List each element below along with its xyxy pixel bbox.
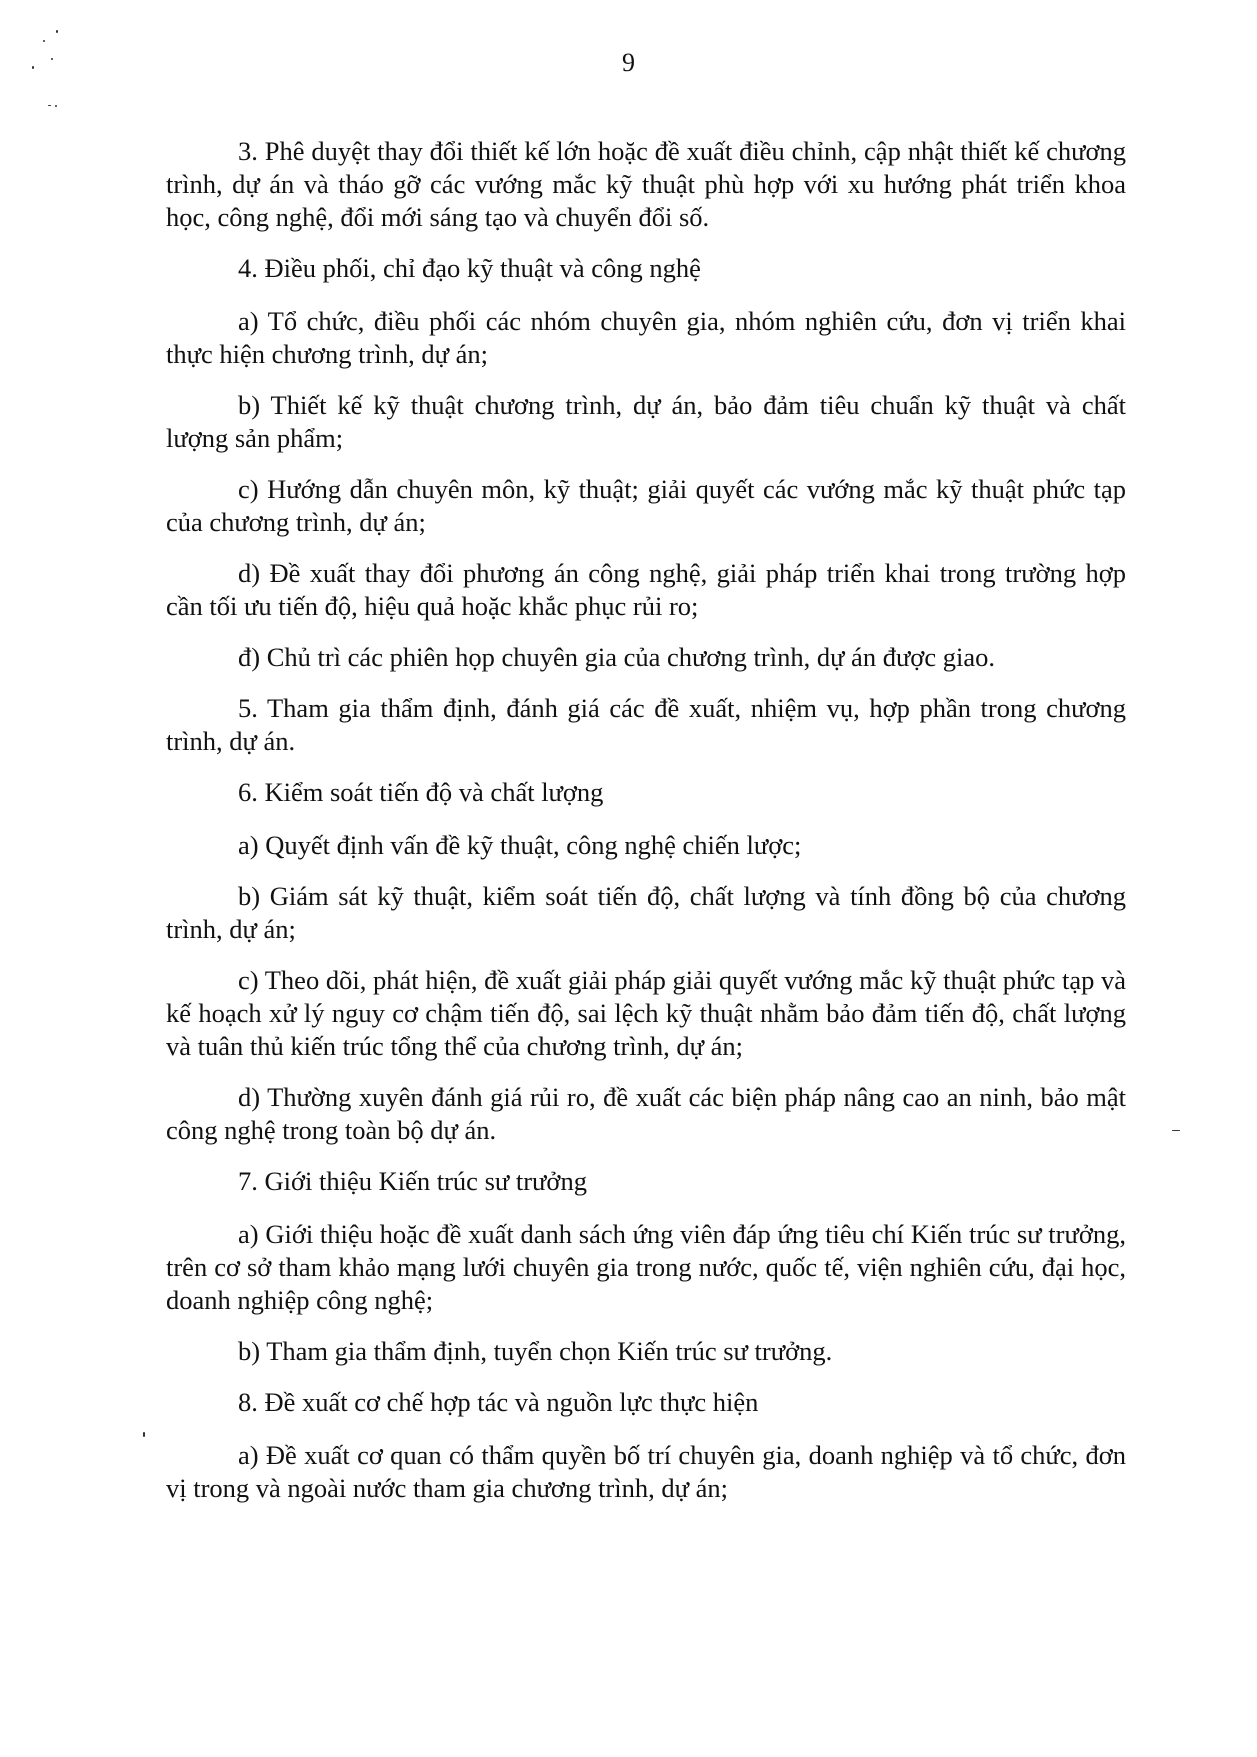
section-heading-8: 8. Đề xuất cơ chế hợp tác và nguồn lực thực hiện (238, 1387, 759, 1417)
clause-5: 5. Tham gia thẩm định, đánh giá các đề xuất, nhiệm vụ, hợp phần trong chương trình, dự án. (166, 693, 1126, 756)
scan-artifact (43, 40, 45, 42)
section-heading-7: 7. Giới thiệu Kiến trúc sư trưởng (238, 1166, 587, 1196)
section-heading-6: 6. Kiểm soát tiến độ và chất lượng (238, 777, 604, 807)
scan-artifact (48, 105, 51, 106)
scan-artifact (55, 105, 57, 107)
clause-4dd: đ) Chủ trì các phiên họp chuyên gia của chương trình, dự án được giao. (238, 642, 995, 672)
document-body (166, 135, 1126, 1523)
clause-4d: d) Đề xuất thay đổi phương án công nghệ, giải pháp triển khai trong trường hợp cần tối ưu tiến độ, hiệu quả hoặc khắc phục rủi ro; (166, 558, 1126, 621)
clause-6a: a) Quyết định vấn đề kỹ thuật, công nghệ chiến lược; (238, 830, 802, 860)
clause-6b: b) Giám sát kỹ thuật, kiểm soát tiến độ, chất lượng và tính đồng bộ của chương trình, dự án; (166, 881, 1126, 944)
scan-artifact (56, 30, 58, 33)
clause-7b: b) Tham gia thẩm định, tuyển chọn Kiến trúc sư trưởng. (238, 1336, 833, 1366)
section-heading-4: 4. Điều phối, chỉ đạo kỹ thuật và công nghệ (238, 253, 701, 283)
clause-4a: a) Tổ chức, điều phối các nhóm chuyên gia, nhóm nghiên cứu, đơn vị triển khai thực hiện chương trình, dự án; (166, 306, 1126, 369)
clause-6c: c) Theo dõi, phát hiện, đề xuất giải pháp giải quyết vướng mắc kỹ thuật phức tạp và kế hoạch xử lý nguy cơ chậm tiến độ, sai lệch kỹ thuật nhằm bảo đảm tiến độ, chất lượng và tuân thủ kiến trúc tổng thể của chương trình, dự án; (166, 965, 1126, 1061)
clause-4b: b) Thiết kế kỹ thuật chương trình, dự án, bảo đảm tiêu chuẩn kỹ thuật và chất lượng sản phẩm; (166, 390, 1126, 453)
clause-6d: d) Thường xuyên đánh giá rủi ro, đề xuất các biện pháp nâng cao an ninh, bảo mật công nghệ trong toàn bộ dự án. (166, 1082, 1126, 1145)
clause-4c: c) Hướng dẫn chuyên môn, kỹ thuật; giải quyết các vướng mắc kỹ thuật phức tạp của chương trình, dự án; (166, 474, 1126, 537)
page-number: 9 (622, 48, 635, 77)
scan-artifact (143, 1432, 145, 1437)
clause-3: 3. Phê duyệt thay đổi thiết kế lớn hoặc đề xuất điều chỉnh, cập nhật thiết kế chương trình, dự án và tháo gỡ các vướng mắc kỹ thuật phù hợp với xu hướng phát triển khoa học, công nghệ, đổi mới sáng tạo và chuyển đổi số. (166, 136, 1126, 232)
clause-8a: a) Đề xuất cơ quan có thẩm quyền bố trí chuyên gia, doanh nghiệp và tổ chức, đơn vị trong và ngoài nước tham gia chương trình, dự án; (166, 1440, 1126, 1503)
clause-7a: a) Giới thiệu hoặc đề xuất danh sách ứng viên đáp ứng tiêu chí Kiến trúc sư trưởng, trên cơ sở tham khảo mạng lưới chuyên gia trong nước, quốc tế, viện nghiên cứu, đại học, doanh nghiệp công nghệ; (166, 1219, 1126, 1315)
scan-artifact (1172, 1130, 1180, 1131)
